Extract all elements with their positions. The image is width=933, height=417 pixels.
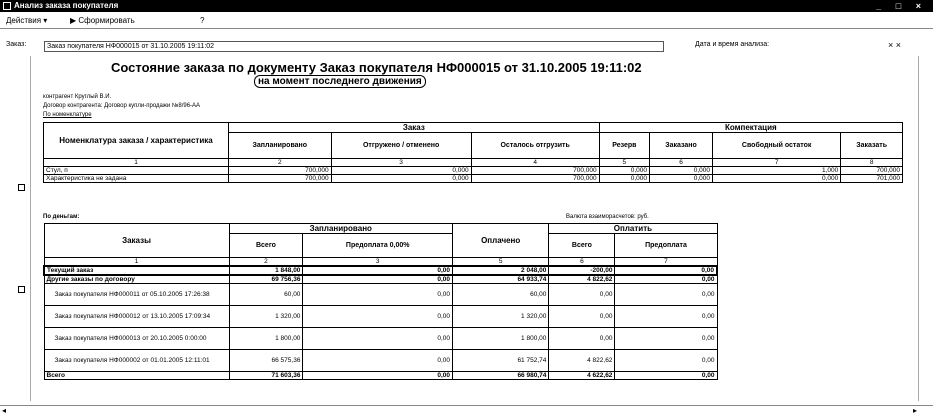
cell: 0,00 [303, 372, 453, 380]
colnum: 2 [229, 159, 332, 167]
cell: 0,000 [331, 175, 471, 183]
colnum: 2 [229, 258, 303, 267]
col-shipped: Отгружено / отменено [331, 133, 471, 159]
colnum: 3 [331, 159, 471, 167]
cell: 4 822,62 [549, 275, 615, 284]
money-table [43, 223, 718, 380]
cell: Заказ покупателя НФ000013 от 20.10.2005 0:00:00 [44, 328, 229, 350]
cell: 0,000 [713, 175, 841, 183]
window-titlebar [0, 0, 933, 12]
scroll-right-icon[interactable]: ▸ [912, 406, 917, 415]
col-planned: Запланировано [229, 133, 332, 159]
cell: 0,000 [599, 167, 649, 175]
currency-label: Валюта взаиморасчетов: руб. [566, 214, 649, 220]
window-title: Анализ заказа покупателя [14, 1, 119, 10]
col-free: Свободный остаток [713, 133, 841, 159]
col-toorder: Заказать [841, 133, 903, 159]
cell: 0,00 [549, 306, 615, 328]
table-row[interactable] [44, 328, 717, 350]
cell: 1,000 [713, 167, 841, 175]
cell: 2 048,00 [453, 266, 549, 275]
by-money-label: По деньгам: [43, 214, 80, 220]
col-total2: Всего [549, 234, 615, 258]
cell: 0,00 [303, 328, 453, 350]
colnum: 7 [615, 258, 717, 267]
cell: 64 933,74 [453, 275, 549, 284]
table-row[interactable] [44, 175, 903, 183]
report-area [30, 56, 920, 401]
cell: 69 756,36 [229, 275, 303, 284]
col-total: Всего [229, 234, 303, 258]
actions-menu[interactable]: Действия ▾ [6, 16, 48, 25]
colnum: 4 [471, 159, 599, 167]
cell: 0,00 [615, 275, 717, 284]
table-row[interactable] [44, 275, 717, 284]
window-controls[interactable]: _ □ × [876, 1, 927, 11]
cell: 0,00 [303, 266, 453, 275]
cell: 0,00 [615, 328, 717, 350]
cell: 0,00 [615, 350, 717, 372]
cell: 0,00 [615, 284, 717, 306]
col-reserve: Резерв [599, 133, 649, 159]
cell: 700,000 [841, 167, 903, 175]
table-row[interactable] [44, 284, 717, 306]
params-row [0, 38, 933, 54]
colnum: 3 [303, 258, 453, 267]
cell: 0,000 [599, 175, 649, 183]
cell: 0,000 [650, 167, 713, 175]
group-toggle-icon[interactable] [18, 184, 25, 191]
cell: 701,000 [841, 175, 903, 183]
cell: Всего [44, 372, 229, 380]
header-orders: Заказы [44, 224, 229, 258]
table-row[interactable] [44, 167, 903, 175]
col-prepay: Предоплата 0,00% [303, 234, 453, 258]
cell: 60,00 [229, 284, 303, 306]
cell: 0,00 [303, 350, 453, 372]
header-nom: Номенклатура заказа / характеристика [44, 123, 229, 159]
cell: Заказ покупателя НФ000011 от 05.10.2005 17:26:38 [44, 284, 229, 306]
col-ordered: Заказано [650, 133, 713, 159]
col-remaining: Осталось отгрузить [471, 133, 599, 159]
cell: 0,00 [549, 284, 615, 306]
group-toggle-icon[interactable] [18, 286, 25, 293]
colnum: 5 [599, 159, 649, 167]
cell: 66 575,36 [229, 350, 303, 372]
cell: 0,00 [303, 284, 453, 306]
col-prepay2: Предоплата [615, 234, 717, 258]
cell: 0,00 [615, 306, 717, 328]
help-button[interactable]: ? [200, 16, 205, 25]
cell: 1 848,00 [229, 266, 303, 275]
nomenclature-table [43, 122, 903, 183]
generate-button[interactable]: ▶ Сформировать [70, 16, 135, 25]
cell: 0,00 [303, 306, 453, 328]
toolbar [0, 13, 933, 29]
header-comp: Компектация [599, 123, 902, 133]
cell: 0,00 [615, 372, 717, 380]
cell: 1 800,00 [229, 328, 303, 350]
table-row-total[interactable] [44, 372, 717, 380]
datetime-label: Дата и время анализа: [695, 41, 770, 48]
colnum: 6 [549, 258, 615, 267]
colnum: 6 [650, 159, 713, 167]
colnum: 1 [44, 159, 229, 167]
cell: 66 980,74 [453, 372, 549, 380]
cell: 700,000 [229, 167, 332, 175]
cell: Характеристика не задана [44, 175, 229, 183]
cell: 1 320,00 [229, 306, 303, 328]
cell: 700,000 [229, 175, 332, 183]
cell: 4 822,62 [549, 350, 615, 372]
colnum: 5 [453, 258, 549, 267]
header-paid: Оплачено [453, 224, 549, 258]
report-title: Состояние заказа по документу Заказ покупателя НФ000015 от 31.10.2005 19:11:02 [111, 60, 642, 75]
close-panel-icon[interactable]: × × [888, 40, 902, 50]
cell: 700,000 [471, 175, 599, 183]
cell: 0,00 [615, 266, 717, 275]
header-order: Заказ [229, 123, 600, 133]
scroll-left-icon[interactable]: ◂ [2, 406, 7, 415]
cell: 71 603,36 [229, 372, 303, 380]
header-planned: Запланировано [229, 224, 453, 234]
cell: 61 752,74 [453, 350, 549, 372]
cell: 0,00 [303, 275, 453, 284]
horizontal-scrollbar[interactable] [0, 405, 933, 417]
app-icon [3, 2, 11, 10]
cell: 60,00 [453, 284, 549, 306]
colnum: 7 [713, 159, 841, 167]
cell: Другие заказы по договору [44, 275, 229, 284]
by-nom-label: По номенклатуре [43, 112, 92, 118]
cell: Стул, п [44, 167, 229, 175]
cell: Текущий заказ [44, 266, 229, 275]
order-field[interactable]: Заказ покупателя НФ000015 от 31.10.2005 19:11:02 [44, 41, 664, 52]
table-row[interactable] [44, 306, 717, 328]
table-row[interactable] [44, 350, 717, 372]
contractor-line: контрагент Круглый В.И. [43, 94, 112, 100]
order-label: Заказ: [6, 41, 27, 48]
contract-line: Договор контрагента: Договор купли-продажи №8/96-АА [43, 103, 201, 109]
table-row[interactable] [44, 266, 717, 275]
cell: Заказ покупателя НФ000002 от 01.01.2005 12:11:01 [44, 350, 229, 372]
cell: -200,00 [549, 266, 615, 275]
cell: Заказ покупателя НФ000012 от 13.10.2005 17:09:34 [44, 306, 229, 328]
cell: 0,00 [549, 328, 615, 350]
vertical-scrollbar[interactable] [918, 56, 930, 401]
cell: 4 622,62 [549, 372, 615, 380]
colnum: 1 [44, 258, 229, 267]
colnum: 8 [841, 159, 903, 167]
header-topay: Оплатить [549, 224, 717, 234]
cell: 1 320,00 [453, 306, 549, 328]
report-subtitle: на момент последнего движения [254, 75, 426, 88]
cell: 700,000 [471, 167, 599, 175]
cell: 1 800,00 [453, 328, 549, 350]
cell: 0,000 [331, 167, 471, 175]
cell: 0,000 [650, 175, 713, 183]
